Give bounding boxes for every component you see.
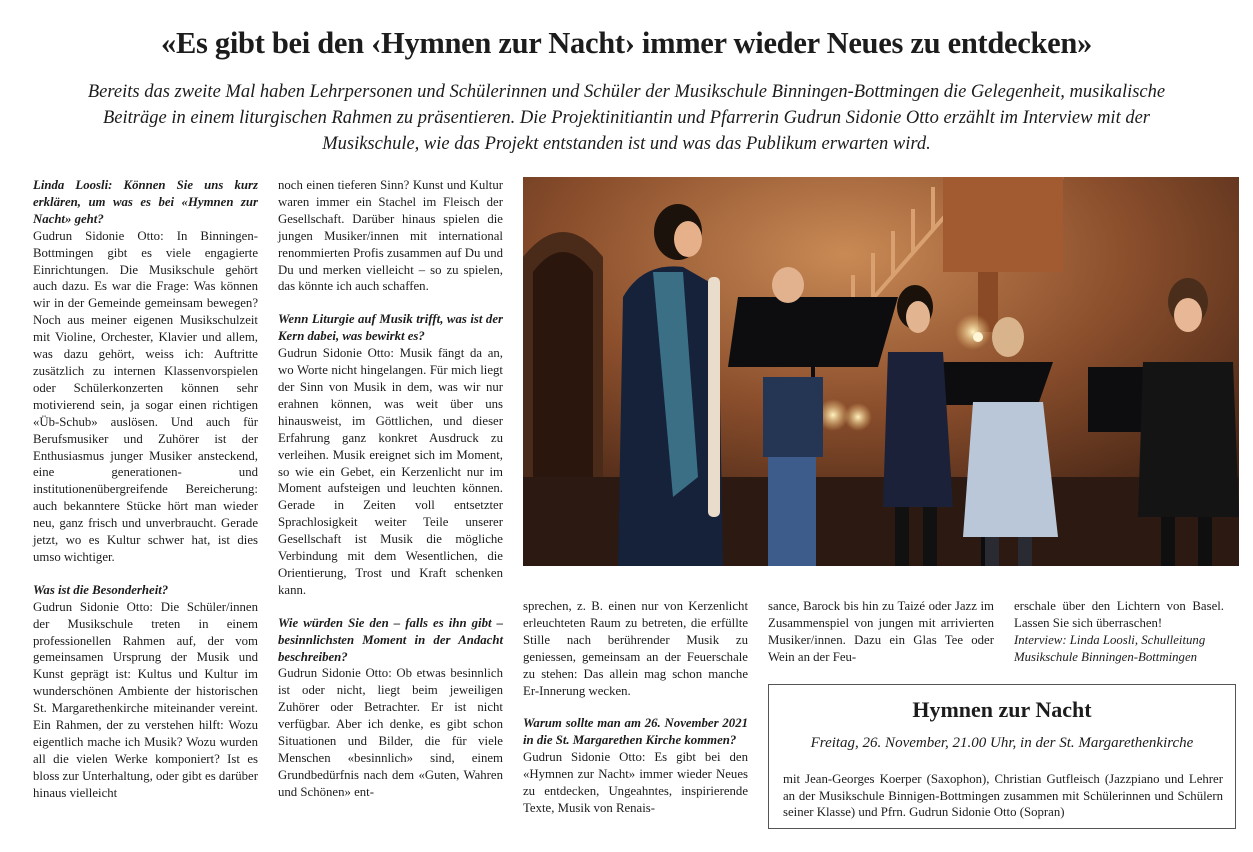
interview-answer: Gudrun Sidonie Otto: Es gibt bei den «Hymnen zur Nacht» immer wieder Neues zu entdecken, Ungeahntes, inspirierende Texte, Musik von Renais- [523,750,748,815]
interview-answer: Gudrun Sidonie Otto: Musik fängt da an, wo Worte nicht hingelangen. Für mich liegt der Sinn von Musik in dem, was wir nur erahnen können, was weit über uns hinausweist, im Göttlichen, und dieser Erfahrung ganz konkret Ausdruck zu verleihen. Musik ereignet sich im Moment, so wie ein Gebet, ein Kerzenlicht nur im Moment aufsteigen und leuchten können. Gerade in Zeiten voll entsetzter Sprachlosigkeit weiter Teile unserer Gesellschaft ist Musik die mögliche Verbindung mit dem Wesentlichen, die Orientierung, Trost und Kraft schenken kann. [278,346,503,597]
event-performers: mit Jean-Georges Koerper (Saxophon), Christian Gutfleisch (Jazzpiano und Lehrer an der Musikschule Binnigen-Bottmingen zusammen mit Schülerinnen und Schülern seiner Klasse) und Pfrn. Gudrun Sidonie Otto (Sopran) [783,772,1223,819]
candle-light [844,403,872,431]
interview-answer: sance, Barock bis hin zu Taizé oder Jazz im Zusammenspiel von jungen mit arrivierten Musiker/innen. Dazu ein Glas Tee oder Wein an der Feu- [768,599,994,664]
article-headline: «Es gibt bei den ‹Hymnen zur Nacht› immer wieder Neues zu entdecken» [161,26,1092,60]
interview-answer: sprechen, z. B. einen nur von Kerzenlicht erleuchteten Raum zu betreten, die erfüllte Stille nach berührender Musik zu geniessen, gemeinsam an der Feuerschale zu stehen: Das allein mag schon manche Er-Innerung wecken. [523,599,748,698]
pulpit [943,177,1063,272]
interview-question: Warum sollte man am 26. November 2021 in die St. Margarethen Kirche kommen? [523,716,748,748]
event-date: Freitag, 26. November, 21.00 Uhr, in der St. Margarethenkirche [810,735,1194,751]
article-column-5 [1014,598,1224,666]
article-lead: Bereits das zweite Mal haben Lehrpersonen und Schülerinnen und Schüler der Musikschule Binningen-Bottmingen die Gelegenheit, musikalische Beiträge in einem liturgischen Rahmen zu präsentieren. Die Projektinitiantin und Pfarrerin Gudrun Sidonie Otto erzählt im Interview mit der Musikschule, wie das Projekt entstanden ist und was das Publikum erwarten wird. [87,82,1166,154]
interview-question: Wie würden Sie den – falls es ihn gibt – besinnlichsten Moment in der Andacht beschreiben? [278,615,503,664]
interview-answer: erschale über den Lichtern von Basel. Lassen Sie sich überraschen! [1014,599,1224,630]
interview-answer: Gudrun Sidonie Otto: In Binningen-Bottmingen gibt es viele engagierte Einrichtungen. Die Musikschule gehört auch dazu. Es war die Frage: Was können wir in der Gemeinde gemeinsam bewegen? Noch aus meiner eigenen Musikschulzeit mit Violine, Orchester, Klavier und allem, was dazu gehört, weiss ich: Auftritte zusätzlich zu internen Klassenvorspielen oder Schülerkonzerten können sehr motivierend sein, ja sogar einen richtigen «Üb-Schub» auslösen. Und auch für Berufsmusiker und Zuhörer ist der Enthusiasmus junger Musiker ansteckend, eine generationen- und institutionenübergreifende Bereicherung: auch bekanntere Stücke hört man wieder neu, ganz frisch und unverbraucht. Gerade jetzt, wo es Kultur schwer hat, ist dies umso wichtiger. [33,228,258,564]
concert-photo [523,177,1239,566]
interview-answer: Gudrun Sidonie Otto: Ob etwas besinnlich ist oder nicht, liegt beim jeweiligen Zuhörer oder Betrachter. Er ist nicht verfügbar. Aber ich denke, es gibt schon Situationen und Bilder, die für viele Menschen «besinnlich» sind, einem Grundbedürfnis nach dem «Guten, Wahren und Schönen» ent- [278,666,503,799]
interview-answer: Gudrun Sidonie Otto: Die Schüler/innen der Musikschule treten in einem professionellen Rahmen auf, der vom gemeinsamen Ursprung der Musik und Kunst geprägt ist: Kultus und Kultur im wunderschönen Ambiente der historischen St. Margarethenkirche miteinander vereint. Ein Rahmen, der zu verstehen hilft: Wozu eigentlich mache ich Musik? Wozu wurden all die vielen Werke komponiert? Ist es bloss zur Unterhaltung, oder gibt es darüber hinaus vielleicht [33,599,258,800]
interview-credit: Interview: Linda Loosli, Schulleitung Musikschule Binningen-Bottmingen [1014,632,1206,664]
event-info-box [768,684,1236,829]
article-column-4 [768,598,994,666]
candle-light [955,314,991,350]
event-title: Hymnen zur Nacht [912,697,1092,722]
interview-question: Was ist die Besonderheit? [33,582,169,597]
interview-question: Wenn Liturgie auf Musik trifft, was ist der Kern dabei, was bewirkt es? [278,312,503,344]
article-column-1 [33,177,258,802]
article-column-2 [278,177,503,801]
article-column-3 [523,598,748,817]
interview-question: Linda Loosli: Können Sie uns kurz erklären, um was es bei «Hymnen zur Nacht» geht? [33,178,258,226]
interview-answer: noch einen tieferen Sinn? Kunst und Kultur waren immer ein Stachel im Fleisch der Gesellschaft. Darüber hinaus spielen die jungen Musiker/innen mit international renommierten Profis zusammen auf Du und Du und merken vielleicht – so zu spielen, das könnte ich auch schaffen. [278,178,503,294]
